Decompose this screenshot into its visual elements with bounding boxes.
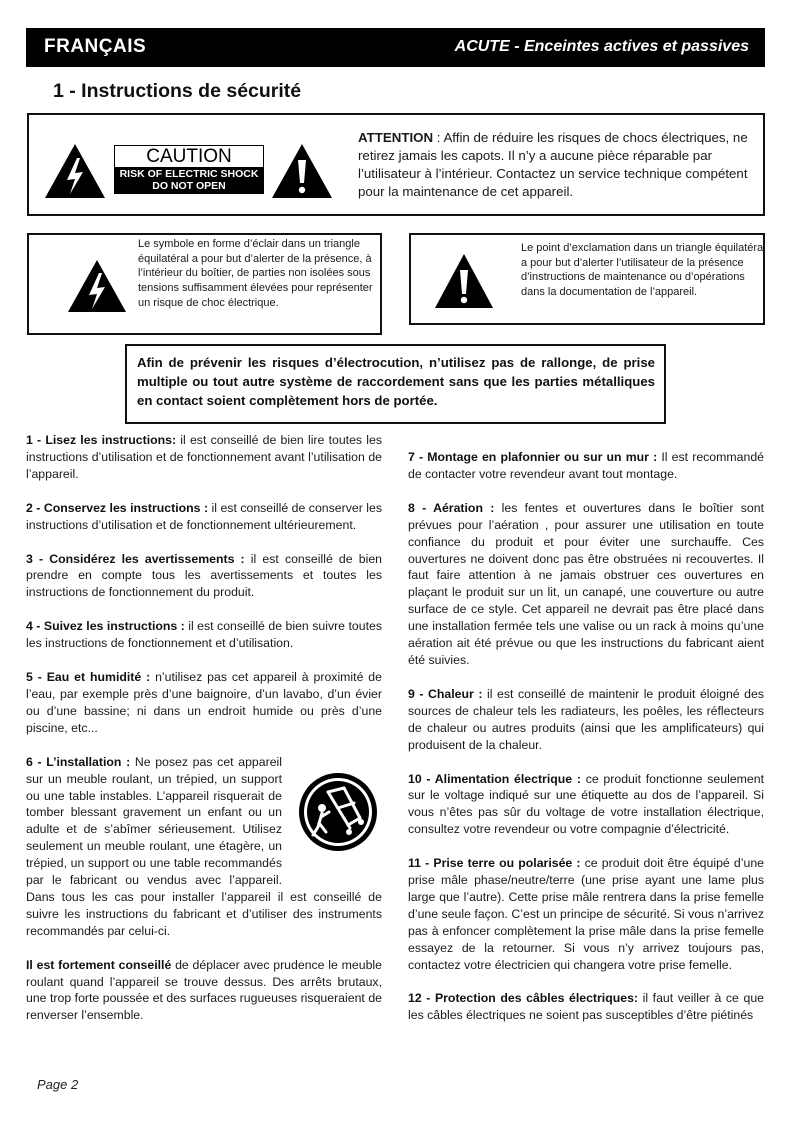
right-column [408,449,764,1041]
caution-label [114,145,264,194]
instruction-title: 10 - Alimentation électrique : [408,771,581,786]
instruction-text: de déplacer avec prudence le meuble roulant quand l’appareil se trouve dessus. Des arrêts brutaux, une trop forte poussée et des surfaces rugueuses risqueraient de renverser l’ensemble. [26,957,382,1023]
instruction-text: il est conseillé de bien suivre toutes les instructions de fonctionnement et d’utilisation. [26,619,382,651]
instruction-4 [26,618,382,652]
instruction-10 [408,771,764,839]
lightning-warning-icon [44,143,106,199]
exclamation-triangle-icon [434,253,494,309]
electrocution-warning-text: Afin de prévenir les risques d’électrocution, n’utilisez pas de rallonge, de prise multiple ou tout autre système de raccordement sans que les parties métalliques en contact soient complètement hors de portée. [137,355,655,408]
instruction-title: 3 - Considérez les avertissements : [26,551,245,566]
instruction-text: n’utilisez pas cet appareil à proximité de l’eau, par exemple près d’une baignoire, d’un lavabo, d’un évier ou d’une bassine; ni dans un endroit humide ou près d’une piscine, etc... [26,670,382,735]
instruction-title: 1 - Lisez les instructions: [26,433,177,447]
instruction-3 [26,551,382,602]
instruction-text: il est conseillé de bien lire toutes les instructions d’utilisation et de fonctionnement avant l’utilisation de l’appareil. [26,433,382,481]
lightning-triangle-icon [67,259,127,313]
header-product-title: ACUTE - Enceintes actives et passives [454,38,749,55]
lightning-symbol-text: Le symbole en forme d’éclair dans un triangle équilatéral a pour but d’alerter de la présence, à l’intérieur du boîtier, de parties non isolées sous tensions suffisamment élevées pour représenter un risque de choc électrique. [138,238,373,309]
exclamation-warning-icon [271,143,333,199]
instruction-text: Il est recommandé de contacter votre revendeur avant tout montage. [408,450,764,481]
instruction-5 [26,669,382,737]
attention-text [358,129,758,201]
instruction-6 [26,754,382,940]
instruction-11 [408,855,764,973]
instruction-title: 6 - L’installation : [26,754,131,769]
instruction-text: il est conseillé de conserver les instructions d’utilisation et de fonctionnement ultérieurement. [26,500,382,532]
instruction-7 [408,449,764,483]
instruction-text: il faut veiller à ce que les câbles électriques ne soient pas susceptibles d’être piétinés [408,991,764,1023]
header-language: FRANÇAIS [44,36,147,57]
instruction-title: 12 - Protection des câbles électriques: [408,991,639,1006]
section-title: 1 - Instructions de sécurité [53,80,302,102]
header-bar [26,28,765,67]
lightning-symbol-box [27,233,382,335]
instruction-title: 4 - Suivez les instructions : [26,619,185,634]
instruction-text: les fentes et ouvertures dans le boîtier sont prévues pour l’aération , pour assurer une utilisation en toute confiance du produit et pour éviter une surchauffe. Ces ouvertures ne doivent donc pas être obstruées ni recouvertes. Il faut faire attention à ne jamais obstruer ces ouvertures en plaçant le produit sur un lit, un canapé, une couverture ou autre surface de ce style. Cet appareil ne devrait pas être placé dans une installation fermée tels une valise ou un rack à moins qu’une aération ait été prévue ou que les instructions du fabricant aient été suivies. [408,500,764,667]
caution-label-title: CAUTION [115,146,263,167]
instruction-title: Il est fortement conseillé [26,957,172,972]
instruction-text: ce produit doit être équipé d’une prise mâle phase/neutre/terre (une prise ayant une lame plus large que l’autre). Cette prise mâle rentrera dans la prise femelle d’une seule façon. C’est un principe de sécurité. Si vous n’arrivez pas à enfoncer complètement la prise mâle dans la prise femelle essayez de la retourner. Si vous n’y arrivez toujours pas, contactez votre électricien qui changera votre prise femelle. [408,856,764,972]
instruction-title: 11 - Prise terre ou polarisée : [408,856,581,871]
instruction-6b [26,957,382,1025]
left-column [26,432,382,1041]
attention-heading: ATTENTION [358,130,434,145]
cart-warning-figure [290,772,382,884]
caution-box [27,113,765,216]
instruction-text: ce produit fonctionne seulement sur le voltage indiqué sur une étiquette au dos de l’appareil. Si vous n’êtes pas sûr du voltage de votre installation électrique, consultez votre revendeur ou votre compagnie d’électricité. [408,771,764,837]
instruction-title: 5 - Eau et humidité : [26,670,151,685]
exclamation-symbol-box [409,233,765,325]
exclamation-symbol-text: Le point d’exclamation dans un triangle équilatéral a pour but d’alerter l’utilisateur de la présence d’instructions de maintenance ou d’opérations dans la documentation de l’appareil. [521,242,766,299]
instruction-text: il est conseillé de maintenir le produit éloigné des sources de chaleur tels les radiateurs, les poêles, les réflecteurs de chaleur ou autres produits (ainsi que les amplificateurs) qui produisent de la chaleur. [408,686,764,752]
instruction-12 [408,990,764,1024]
instruction-1 [26,432,382,483]
instruction-title: 7 - Montage en plafonnier ou sur un mur : [408,450,658,464]
instruction-2 [26,500,382,534]
instruction-title: 2 - Conservez les instructions : [26,500,209,515]
cart-tip-over-icon [298,772,378,852]
instruction-text: il est conseillé de bien prendre en compte tous les avertissements et toutes les instructions de fonctionnement du produit. [26,551,382,600]
instruction-8 [408,500,764,669]
instruction-title: 9 - Chaleur : [408,686,483,701]
attention-body: : Affin de réduire les risques de chocs électriques, ne retirez jamais les capots. Il n’y a aucune pièce réparable par l’utilisateur à l’intérieur. Contactez un service technique compétent pour la maintenance de cet appareil. [358,130,748,199]
instruction-text: Ne posez pas cet appareil sur un meuble roulant, un trépied, un support ou une table instables. L’appareil risquerait de tomber blessant gravement un enfant ou un adulte et de s’abîmer sérieusement. Utilisez seulement un meuble roulant, une étagère, un trépied, un support ou une table recommandés par le fabricant ou vendus avec l’appareil. Dans tous les cas pour installer l’appareil il est conseillé de suivre les instructions du fabricant et d’utiliser des instruments recommandés par celui-ci. [26,754,382,938]
instruction-title: 8 - Aération : [408,500,495,515]
instruction-9 [408,686,764,754]
caution-label-line1: RISK OF ELECTRIC SHOCK [119,168,259,180]
page-number: Page 2 [37,1077,79,1092]
caution-label-line2: DO NOT OPEN [152,180,226,192]
electrocution-warning-box [125,344,666,424]
